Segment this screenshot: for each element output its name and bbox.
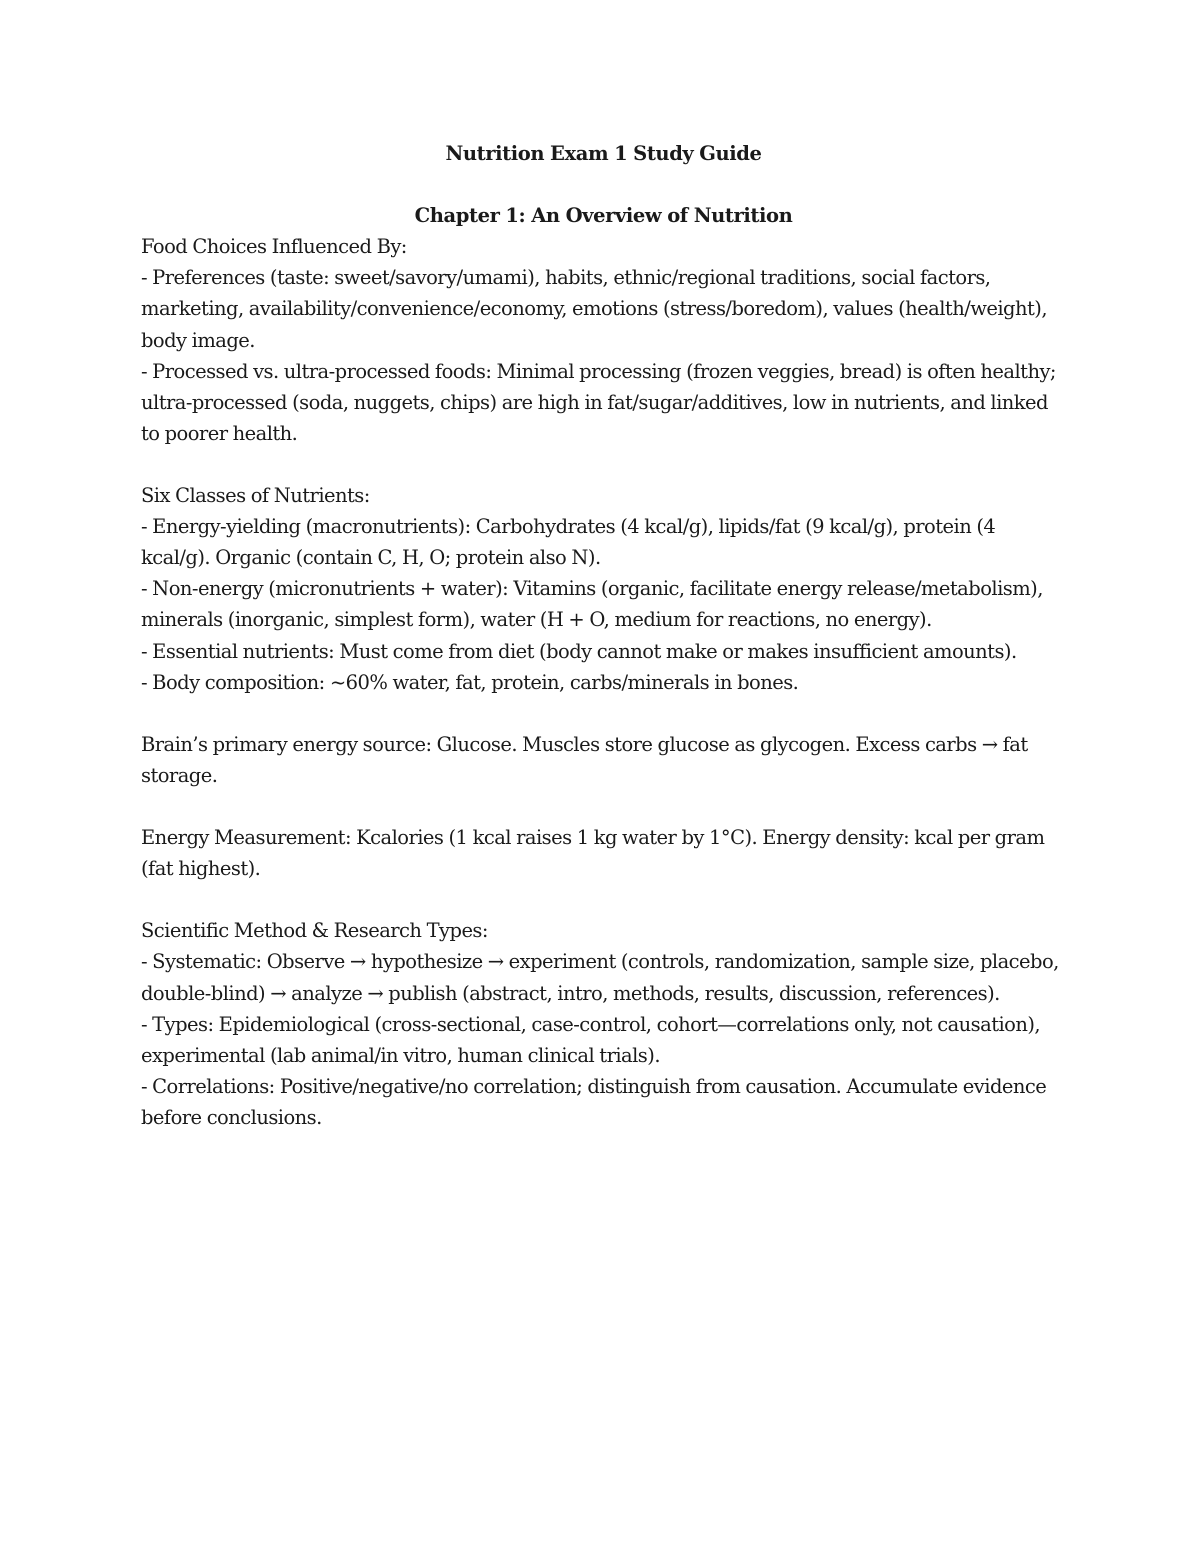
- blank-line: [141, 449, 1066, 480]
- document-title: Nutrition Exam 1 Study Guide: [445, 142, 762, 165]
- nutrients-item: - Non-energy (micronutrients + water): Vitamins (organic, facilitate energy release/metabolism), minerals (inorganic, simplest form), water (H + O, medium for reactions, no energy).: [141, 577, 1043, 632]
- research-item: - Correlations: Positive/negative/no correlation; distinguish from causation. Accumulate evidence before conclusions.: [141, 1074, 1047, 1129]
- document-body: [141, 138, 1066, 1133]
- blank-line: [141, 698, 1066, 729]
- food-choices-item: - Processed vs. ultra-processed foods: Minimal processing (frozen veggies, bread) is often healthy; ultra-processed (soda, nuggets, chips) are high in fat/sugar/additives, low in nutrients, and linked to poorer health.: [141, 359, 1056, 445]
- research-item: - Systematic: Observe → hypothesize → experiment (controls, randomization, sample size, placebo, double-blind) → analyze → publish (abstract, intro, methods, results, discussion, references).: [141, 950, 1059, 1005]
- research-heading: Scientific Method & Research Types:: [141, 919, 488, 943]
- nutrients-heading: Six Classes of Nutrients:: [141, 484, 370, 508]
- blank-line: [141, 791, 1066, 822]
- research-item: - Types: Epidemiological (cross-sectional, case-control, cohort—correlations only, not causation), experimental (lab animal/in vitro, human clinical trials).: [141, 1012, 1041, 1067]
- energy-measurement-paragraph: Energy Measurement: Kcalories (1 kcal raises 1 kg water by 1°C). Energy density: kcal per gram (fat highest).: [141, 826, 1045, 881]
- blank-line: [141, 884, 1066, 915]
- food-choices-item: - Preferences (taste: sweet/savory/umami), habits, ethnic/regional traditions, social factors, marketing, availability/convenience/economy, emotions (stress/boredom), values (health/weight), body image.: [141, 266, 1047, 352]
- nutrients-item: - Essential nutrients: Must come from diet (body cannot make or makes insufficient amounts).: [141, 639, 1017, 663]
- nutrients-item: - Body composition: ~60% water, fat, protein, carbs/minerals in bones.: [141, 670, 799, 694]
- brain-energy-paragraph: Brain’s primary energy source: Glucose. Muscles store glucose as glycogen. Excess carbs → fat storage.: [141, 732, 1028, 787]
- chapter-heading: Chapter 1: An Overview of Nutrition: [414, 204, 793, 228]
- nutrients-item: - Energy-yielding (macronutrients): Carbohydrates (4 kcal/g), lipids/fat (9 kcal/g), protein (4 kcal/g). Organic (contain C, H, O; protein also N).: [141, 515, 996, 570]
- food-choices-heading: Food Choices Influenced By:: [141, 235, 407, 259]
- blank-line: [141, 169, 1066, 200]
